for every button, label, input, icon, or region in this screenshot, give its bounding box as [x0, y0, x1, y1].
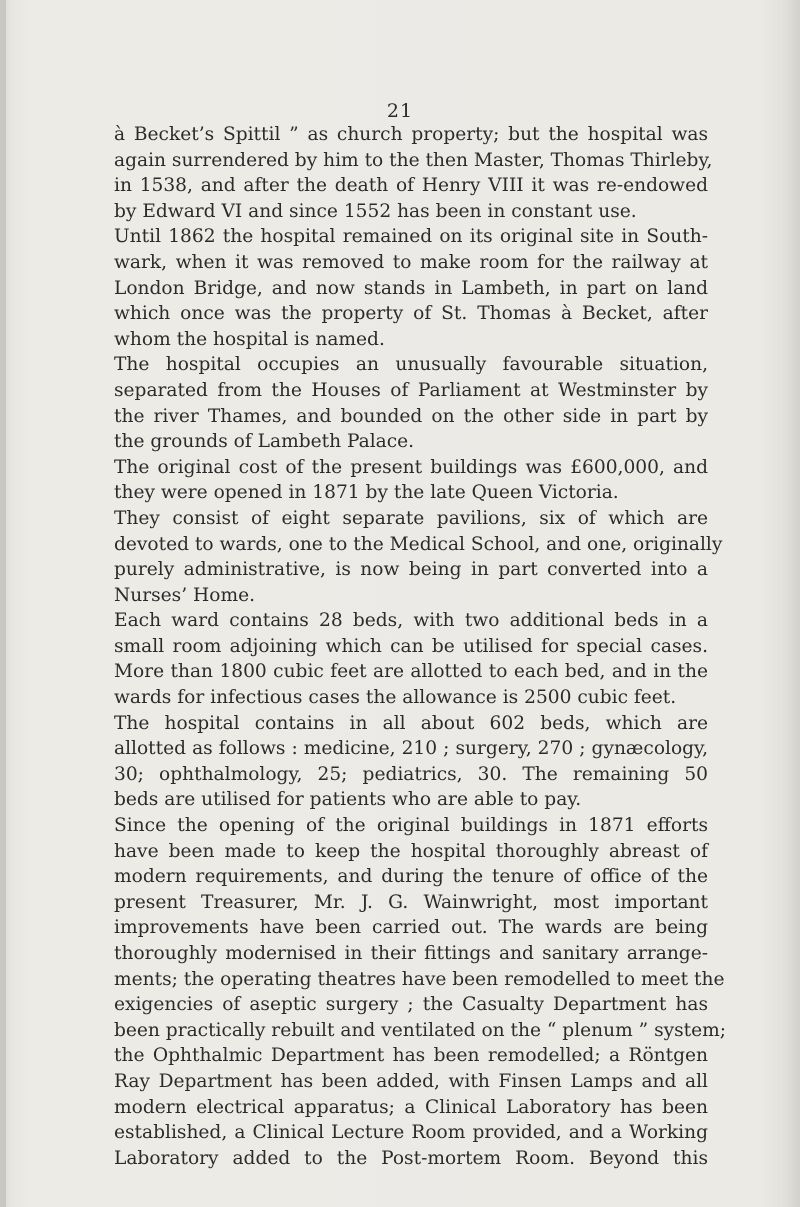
text-line: in 1538, and after the death of Henry VIII it was re-endowed	[114, 175, 708, 197]
text-line: 30; ophthalmology, 25; pediatrics, 30. The remaining 50	[114, 763, 708, 785]
text-line: London Bridge, and now stands in Lambeth, in part on land	[114, 277, 708, 299]
page-edge-shadow	[0, 0, 6, 1207]
text-line: the Ophthalmic Department has been remodelled; a Röntgen	[114, 1045, 708, 1067]
text-line: exigencies of aseptic surgery ; the Casualty Department has	[114, 994, 708, 1016]
text-line: have been made to keep the hospital thoroughly abreast of	[114, 840, 708, 862]
text-line: separated from the Houses of Parliament at Westminster by	[114, 379, 708, 401]
text-line: beds are utilised for patients who are able to pay.	[114, 789, 582, 811]
text-line: The hospital contains in all about 602 beds, which are	[114, 712, 708, 734]
text-line: modern requirements, and during the tenure of office of the	[114, 866, 708, 888]
text-line: modern electrical apparatus; a Clinical Laboratory has been	[114, 1096, 708, 1118]
text-line: wark, when it was removed to make room for the railway at	[114, 251, 708, 273]
text-line: More than 1800 cubic feet are allotted to each bed, and in the	[114, 661, 708, 683]
page-number: 21	[386, 100, 414, 122]
text-line: again surrendered by him to the then Master, Thomas Thirleby,	[114, 149, 713, 171]
text-line: The hospital occupies an unusually favourable situation,	[114, 354, 708, 376]
text-line: Each ward contains 28 beds, with two additional beds in a	[114, 610, 708, 632]
text-line: thoroughly modernised in their fittings and sanitary arrange-	[114, 943, 708, 964]
text-line: by Edward VI and since 1552 has been in constant use.	[114, 200, 637, 222]
text-line: The original cost of the present buildings was £600,000, and	[114, 456, 708, 478]
text-line: small room adjoining which can be utilised for special cases.	[114, 635, 708, 657]
text-line: purely administrative, is now being in part converted into a	[114, 559, 708, 581]
text-line: devoted to wards, one to the Medical School, and one, originally	[114, 533, 723, 555]
text-line: which once was the property of St. Thomas à Becket, after	[114, 303, 708, 325]
text-line: the grounds of Lambeth Palace.	[114, 431, 415, 453]
text-line: Nurses’ Home.	[114, 584, 255, 606]
text-line: present Treasurer, Mr. J. G. Wainwright, most important	[114, 891, 708, 913]
text-line: Since the opening of the original buildings in 1871 efforts	[114, 815, 708, 837]
text-line: improvements have been carried out. The wards are being	[114, 917, 708, 939]
text-line: Ray Department has been added, with Finsen Lamps and all	[114, 1070, 708, 1092]
text-line: Laboratory added to the Post-mortem Room. Beyond this	[114, 1147, 708, 1169]
text-line: allotted as follows : medicine, 210 ; surgery, 270 ; gynæcology,	[114, 738, 708, 760]
text-line: the river Thames, and bounded on the other side in part by	[114, 405, 708, 427]
text-line: whom the hospital is named.	[114, 328, 385, 350]
text-line: ments; the operating theatres have been remodelled to meet the	[114, 968, 725, 990]
text-line: wards for infectious cases the allowance is 2500 cubic feet.	[114, 687, 677, 709]
text-line: established, a Clinical Lecture Room provided, and a Working	[114, 1122, 708, 1144]
text-line: they were opened in 1871 by the late Queen Victoria.	[114, 482, 619, 504]
text-line: Until 1862 the hospital remained on its original site in South-	[114, 226, 708, 248]
body-text	[114, 122, 727, 1171]
text-line: à Becket’s Spittil ” as church property; but the hospital was	[114, 124, 708, 145]
text-line: been practically rebuilt and ventilated on the “ plenum ” system;	[114, 1019, 727, 1041]
text-line: They consist of eight separate pavilions, six of which are	[114, 507, 708, 529]
